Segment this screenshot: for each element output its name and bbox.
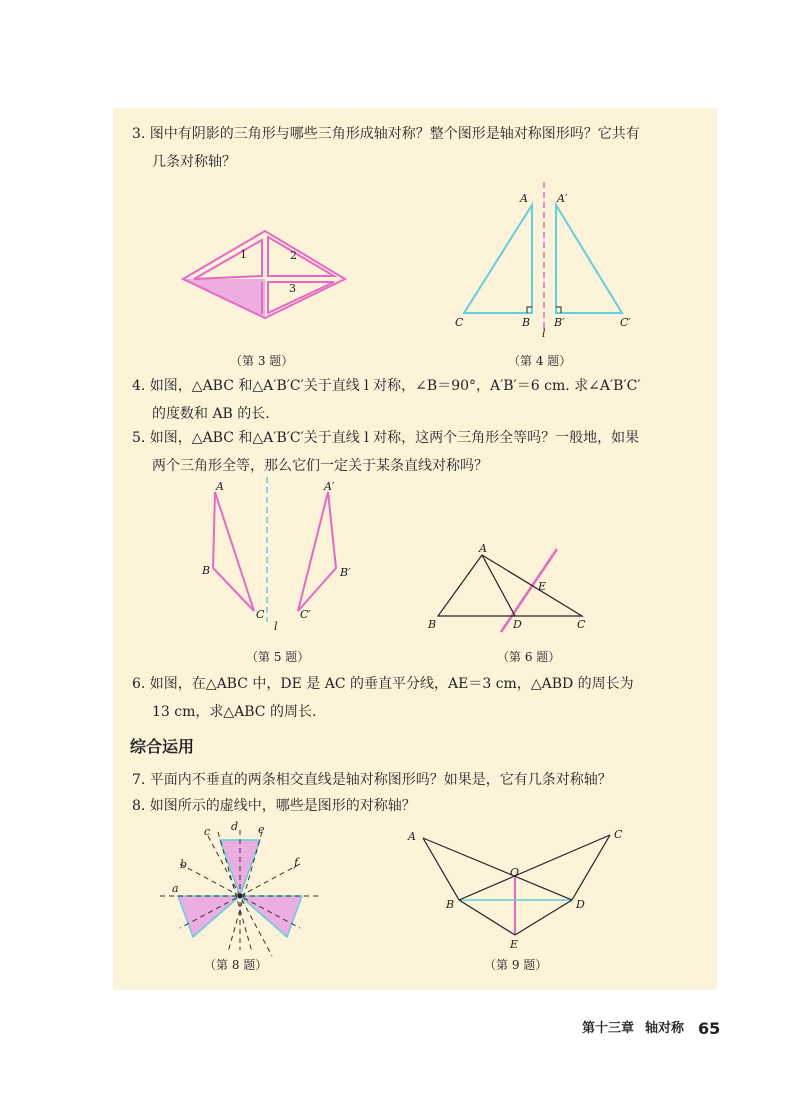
footer-chapter: 第十三章	[582, 1021, 635, 1036]
fig4-label-A1: A′	[557, 192, 568, 205]
fig6-label-C: C	[577, 618, 586, 631]
fig9-label-D: D	[576, 898, 585, 911]
fig3-label-3: 3	[289, 282, 296, 295]
fig5-label-A1: A′	[324, 480, 335, 493]
fig8-label-d: d	[231, 820, 239, 833]
fig5-label-B: B	[202, 564, 211, 577]
fig4-label-C: C	[455, 316, 464, 329]
fig6-label-B: B	[428, 618, 437, 631]
problem-8-line-1: 8. 如图所示的虚线中，哪些是图形的对称轴？	[132, 798, 416, 814]
fig4-label-B: B	[522, 316, 531, 329]
section-title: 综合运用	[130, 737, 195, 756]
caption-fig9: （第 9 题）	[484, 958, 548, 972]
fig3-label-1: 1	[240, 248, 247, 261]
problem-4-line-2: 的度数和 AB 的长.	[152, 406, 270, 422]
fig5-label-C: C	[256, 608, 265, 621]
problem-6-line-1: 6. 如图，在△ABC 中，DE 是 AC 的垂直平分线，AE＝3 cm，△ABD 的周长为	[132, 676, 634, 692]
fig6-label-A: A	[479, 542, 487, 555]
footer-title: 轴对称	[645, 1021, 685, 1036]
fig9-label-A: A	[408, 830, 416, 843]
fig4-label-l: l	[542, 327, 546, 340]
fig8-label-f: f	[294, 856, 299, 869]
caption-fig5: （第 5 题）	[246, 650, 310, 664]
fig9-label-O: O	[510, 866, 520, 879]
fig9-label-B: B	[446, 898, 455, 911]
fig5-label-C1: C′	[300, 608, 311, 621]
problem-3-line-2: 几条对称轴？	[152, 154, 236, 170]
fig5-label-l: l	[274, 620, 278, 633]
caption-fig3: （第 3 题）	[230, 354, 294, 368]
fig8-label-a: a	[172, 882, 179, 895]
fig5-label-A: A	[216, 480, 224, 493]
problem-4-line-1: 4. 如图，△ABC 和△A′B′C′关于直线 l 对称，∠B＝90°，A′B′＝6 cm. 求∠A′B′C′	[132, 378, 641, 394]
fig8-label-c: c	[204, 825, 211, 838]
fig4-label-B1: B′	[554, 316, 565, 329]
fig6-label-E: E	[538, 580, 547, 593]
fig9-label-E: E	[510, 938, 519, 951]
fig5-label-B1: B′	[340, 566, 351, 579]
caption-fig4: （第 4 题）	[508, 354, 572, 368]
fig9-label-C: C	[614, 828, 623, 841]
problem-3-line-1: 3. 图中有阴影的三角形与哪些三角形成轴对称？整个图形是轴对称图形吗？它共有	[132, 126, 640, 142]
problem-5-line-1: 5. 如图，△ABC 和△A′B′C′关于直线 l 对称，这两个三角形全等吗？一般地，如果	[132, 430, 640, 446]
caption-fig8: （第 8 题）	[204, 958, 268, 972]
problem-5-line-2: 两个三角形全等，那么它们一定关于某条直线对称吗？	[152, 458, 488, 474]
fig3-label-2: 2	[290, 249, 297, 262]
fig6-label-D: D	[513, 618, 522, 631]
page-number: 65	[698, 1019, 721, 1038]
caption-fig6: （第 6 题）	[497, 650, 561, 664]
problem-7-line-1: 7. 平面内不垂直的两条相交直线是轴对称图形吗？如果是，它有几条对称轴？	[132, 772, 612, 788]
problem-6-line-2: 13 cm，求△ABC 的周长.	[152, 704, 317, 720]
fig4-label-A: A	[520, 192, 528, 205]
fig8-label-b: b	[180, 858, 188, 871]
fig4-label-C1: C′	[620, 316, 631, 329]
fig8-label-e: e	[258, 823, 265, 836]
